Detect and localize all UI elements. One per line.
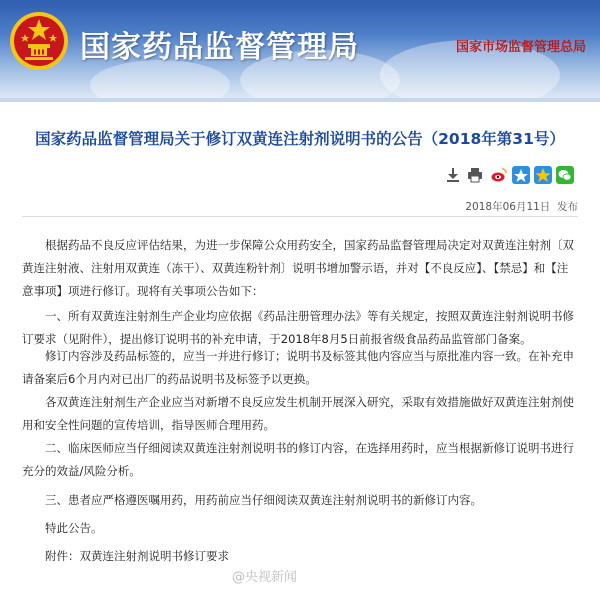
- wechat-share-icon[interactable]: [556, 166, 574, 184]
- print-icon[interactable]: [466, 166, 484, 184]
- national-emblem-icon: [8, 10, 70, 72]
- weibo-share-icon[interactable]: [490, 166, 508, 184]
- body-paragraph: 特此公告。: [45, 521, 103, 535]
- article-title: 国家药品监督管理局关于修订双黄连注射剂说明书的公告（2018年第31号）: [35, 130, 565, 148]
- publish-date-line: [465, 199, 578, 214]
- header-separator: [0, 98, 600, 102]
- body-paragraph: 二、临床医师应当仔细阅读双黄连注射剂说明书的修订内容，在选择用药时，应当根据新修订说明书进行充分的效益/风险分析。: [22, 441, 574, 478]
- publish-label: 发布: [557, 201, 578, 213]
- site-title: 国家药品监督管理局: [80, 30, 359, 65]
- favorite-star-icon[interactable]: [534, 166, 552, 184]
- body-paragraph: 修订内容涉及药品标签的，应当一并进行修订；说明书及标签其他内容应当与原批准内容一致。在补充申请备案后6个月内对已出厂的药品说明书及标签予以更换。: [22, 349, 574, 386]
- body-paragraph: 一、所有双黄连注射剂生产企业均应依据《药品注册管理办法》等有关规定，按照双黄连注射剂说明书修订要求（见附件），提出修订说明书的补充申请，于2018年8月5日前报省级食品药品监管部门备案。: [22, 309, 574, 346]
- qq-space-share-icon[interactable]: [512, 166, 530, 184]
- site-header: [0, 0, 600, 98]
- body-paragraph: 三、患者应严格遵医嘱用药，用药前应当仔细阅读双黄连注射剂说明书的新修订内容。: [45, 493, 482, 507]
- parent-agency-label[interactable]: 国家市场监督管理总局: [455, 40, 586, 55]
- divider: [22, 216, 578, 217]
- publish-date: 2018年06月11日: [465, 201, 551, 213]
- body-paragraph: 根据药品不良反应评估结果，为进一步保障公众用药安全，国家药品监督管理局决定对双黄连注射剂〔双黄连注射液、注射用双黄连（冻干）、双黄连粉针剂〕说明书增加警示语，并对【不良反应】、【禁忌】和【注意事项】项进行修订。现将有关事项公告如下：: [22, 238, 574, 298]
- body-paragraph: 各双黄连注射剂生产企业应当对新增不良反应发生机制开展深入研究，采取有效措施做好双黄连注射剂使用和安全性问题的宣传培训，指导医师合理用药。: [22, 395, 574, 432]
- attachment-line[interactable]: 附件：双黄连注射剂说明书修订要求: [45, 549, 229, 563]
- download-icon[interactable]: [444, 166, 462, 184]
- watermark: @央视新闻: [232, 570, 298, 585]
